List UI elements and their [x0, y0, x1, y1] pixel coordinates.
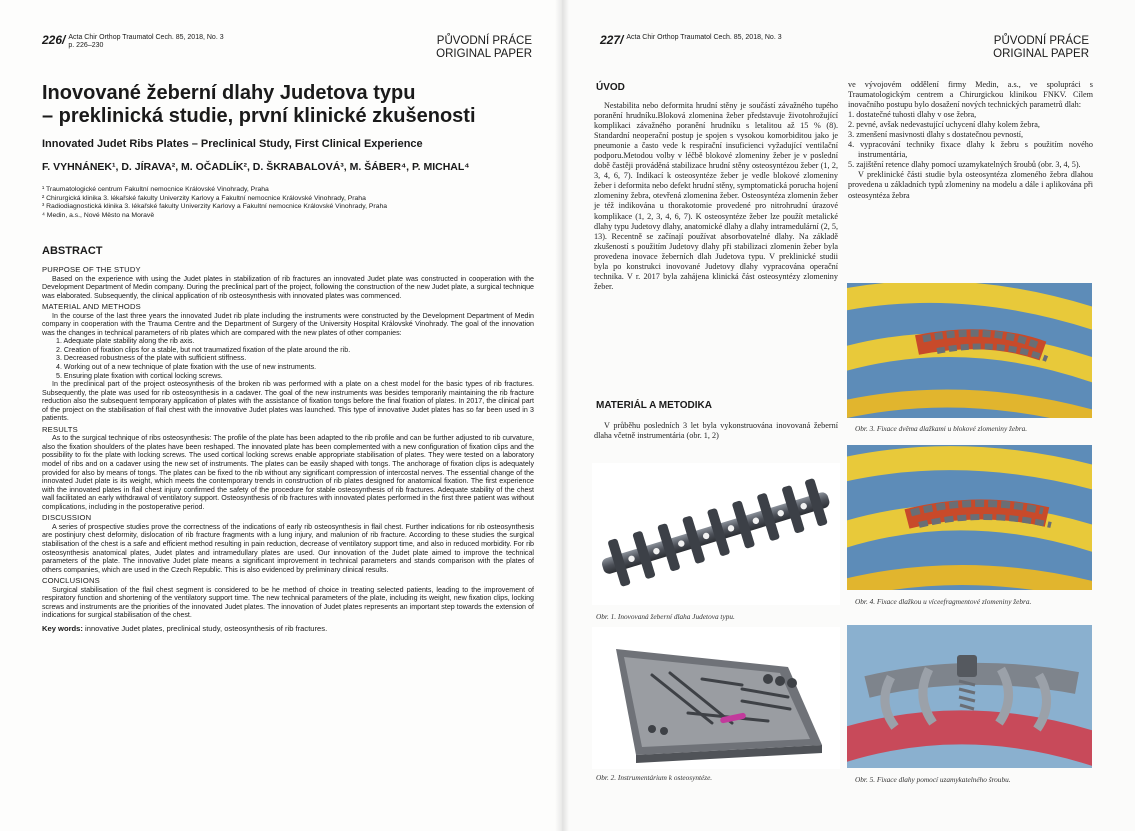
section-label: PŮVODNÍ PRÁCE ORIGINAL PAPER: [436, 35, 532, 60]
figure-2-caption: Obr. 2. Instrumentárium k osteosyntéze.: [596, 773, 713, 782]
figure-4-rib-model: [847, 445, 1092, 590]
metodika-heading: MATERIÁL A METODIKA: [596, 400, 712, 411]
figure-3-caption: Obr. 3. Fixace dvěma dlažkami u blokové zlomeniny žebra.: [855, 424, 1028, 433]
rib-fixation-illustration: [847, 283, 1092, 418]
page-number: 227/: [600, 33, 624, 47]
book-gutter: [555, 0, 569, 831]
abstract-body: [42, 266, 534, 633]
figure-5-locking-screw: [847, 625, 1092, 768]
article-title: Inovované žeberní dlahy Judetova typu – preklinická studie, první klinické zkušenosti: [42, 82, 476, 127]
conclusions-heading: CONCLUSIONS: [42, 576, 100, 586]
journal-citation: Acta Chir Orthop Traumatol Cech. 85, 2018, No. 3 p. 226–230: [68, 34, 224, 49]
purpose-text: Based on the experience with using the Judet plates in stabilization of rib fractures an innovated Judet plate was constructed in cooperation with the Development Department of Medin company. During the preclinical part of the project, following the construction of the new Judet plate, a surgical technique was elaborated. Subsequently, the clinical application of rib osteosynthesis with innovated plates was commenced.: [42, 274, 534, 300]
methods-item: 2. Creation of fixation clips for a stable, but not traumatized fixation of the plate around the rib.: [56, 345, 351, 354]
plate-illustration: [592, 463, 840, 605]
methods-item: 4. Working out of a new technique of plate fixation with the use of new instruments.: [56, 363, 317, 372]
locking-screw-illustration: [847, 625, 1092, 768]
results-heading: RESULTS: [42, 424, 78, 434]
figure-1-caption: Obr. 1. Inovovaná žeberní dlaha Judetova typu.: [596, 612, 735, 621]
methods-item: 1. Adequate plate stability along the rib axis.: [56, 337, 195, 346]
page-number: 226/: [42, 33, 66, 47]
right-page: [562, 0, 1135, 831]
methods-heading: MATERIAL AND METHODS: [42, 302, 141, 312]
metodika-text: V průběhu posledních 3 let byla vykonstruována inovovaná žeberní dlaha včetně instrumentária (obr. 1, 2): [594, 421, 838, 441]
running-header-left: [42, 33, 224, 50]
section-label: PŮVODNÍ PRÁCE ORIGINAL PAPER: [993, 35, 1089, 60]
discussion-heading: DISCUSSION: [42, 513, 92, 523]
figure-1-plate: [592, 463, 840, 605]
instrument-tray-illustration: [592, 627, 840, 769]
journal-citation: Acta Chir Orthop Traumatol Cech. 85, 2018, No. 3: [626, 34, 782, 41]
methods-text-2: In the preclinical part of the project osteosynthesis of the broken rib was performed with a plate on a chest model for the basic types of rib fractures. Subsequently, the plate was used for rib osteosynthesis in a cadaver. The goal of the new instruments was besides temporarily maintaining the rib fracture reduction also the subsequent temporary application of plates with the assistance of fixation tongs before the final fixation of plates. In 2017, the clinical part of the project on the stabilisation of flail chest with the innovative Judet plates was launched. This type of innovative Judet plates has so far been used in 3 patients.: [42, 380, 534, 423]
methods-item: 3. Decreased robustness of the plate with sufficient stiffness.: [56, 354, 247, 363]
uvod-heading: ÚVOD: [596, 82, 625, 93]
figure-3-rib-model: [847, 283, 1092, 418]
abstract-heading: ABSTRACT: [42, 245, 103, 257]
affiliations: ¹ Traumatologické centrum Fakultní nemocnice Královské Vinohrady, Praha ² Chirurgická klinika 3. lékařské fakulty Univerzity Karlovy a Fakultní nemocnice Královské Vinohrady, Praha ³ Radiodiagnostická klinika 3. lékařské fakulty Univerzity Karlovy a Fakultní nemocnice Královské Vinohrady, Praha ⁴ Medin, a.s., Nové Město na Moravě: [42, 186, 388, 219]
figure-4-caption: Obr. 4. Fixace dlažkou u víceefragmentové zlomeniny žebra.: [855, 597, 1032, 606]
purpose-heading: PURPOSE OF THE STUDY: [42, 265, 141, 274]
figure-5-caption: Obr. 5. Fixace dlahy pomocí uzamykatelného šroubu.: [855, 775, 1011, 784]
left-page: [0, 0, 562, 831]
results-text: As to the surgical technique of ribs osteosynthesis: The profile of the plate has been adapted to the rib profile and can be further adjusted to rib curvature, also the fixation shoulders of the plates have been reshaped. The innovated plate has been complemented with a new configuration of fixation clips and the possibility to fix the plate with locking screws. The used cortical locking screws enable appropriate stabilisation of plates. They were tested on a laboratory model of ribs and on a cadaver using the new set of instruments. The plates can be easily shaped with tongs. The anchorage of fixation clips is adequately provided for also by means of tongs. The plates can be fixed to the rib without any significant compression of intercostal nerves. The essential change of the innovated Judet plate is its weight, which meets the contemporary trends in construction of rib plates designed for anatomical fixation. The first experience with the innovated plates in flail chest injury confirmed the safety of the procedure for stable osteosynthesis of rib fractures. Adequate stability of the chest wall facilitated an early withdrawal of ventilatory support. Osteosynthesis of rib fractures with innovated plates performed in the first three patient was without complications, including in the postoperative period.: [42, 434, 534, 511]
uvod-text: Nestabilita nebo deformita hrudní stěny je součástí závažného tupého poranění hrudníku.Bloková zlomenina žeber představuje životohrožující komplikaci závažného poranění hrudníku s letalitou až 15 % (8). Standardní neoperační postup je spojen s vysokou komorbiditou jako je pneumonie a často vede k respirační insuficienci vyžadující ventilační podporu.Metodou volby v léčbě blokové zlomeniny žeber je v poslední době častěji prováděná stabilizace hrudní stěny osteosyntézou žeber (1, 2, 3, 4, 6, 7). Indikací k osteosyntéze žeber je vedle blokové zlomeniny žeber i deformita nebo defekt hrudní stěny, symptomatická porucha hojení zlomeniny žebra, otevřená zlomenina žeber. Osteosyntéza zlomenin žeber je též indikována u thorakotomie provedené pro nitrohrudní úrazové komplikace (1, 2, 3, 4, 6, 7). K osteosyntéze žeber lze použít metalické dlahy typu Judetovy dlahy, anatomické dlahy a dlahy intramedulární (2, 5, 13). Recentně se začínají používat absorbovatelné dlahy. Na základě zkušeností s použitím Judetovy dlahy při stabilizaci zlomenin žeber byla provedena inovace žeberních dlah Judetova typu. V preklinické studii byla po konstrukci inovované Judetovy dlahy vypracována operační technika. V r. 2017 byla zahájena klinická část osteosyntézy zlomeniny žeber.: [594, 101, 838, 291]
discussion-text: A series of prospective studies prove the correctness of the indications of early rib osteosynthesis in flail chest. Further indications for rib osteosynthesis are postinjury chest deformity, dislocation of rib fracture fragments with a lung injury, and malunion of rib fracture. According to these studies the surgical stabilisation of the chest is a safe and efficient method resulting in pain reduction, decrease of ventilatory support time, and also in reduced morbidity. For rib osteosynthesis anatomical plates, Judet plates and intramedullary plates are used. Our innovation of the Judet plate aimed to improve the technical parameters of the plate. The innovative Judet plate means a significant improvement in technical parameters and stands comparison with the plates of others companies, which are used in the Czech Republic. This is also evidenced by preliminary clinical results.: [42, 522, 534, 574]
running-header-right: [600, 33, 782, 47]
article-subtitle: Innovated Judet Ribs Plates – Preclinical Study, First Clinical Experience: [42, 138, 423, 150]
keywords: Key words: innovative Judet plates, preclinical study, osteosynthesis of rib fractures.: [42, 623, 328, 633]
conclusions-text: Surgical stabilisation of the flail chest segment is considered to be he method of choice in treating selected patients, leading to the improvement of respiratory function and shortening of the ventilatory support time. The new technical parameters of the plate, including its weight, new fixation clips, locking screws and instruments are the priorities of the innovated Judet plates. The innovation of Judet plates represents an important step towards the extension of indications for surgical stabilisation of the chest.: [42, 585, 534, 620]
figure-2-instruments: [592, 627, 840, 769]
rib-fixation-illustration: [847, 445, 1092, 590]
methods-text: In the course of the last three years the innovated Judet rib plate including the instruments were constructed by the Development Department of Medin company in cooperation with the Trauma Centre and the Department of Surgery of the University Hospital Královské Vinohrady. The goal of the innovation was the changes in technical parameters of rib plates which are compared with the new plates of other companies:: [42, 311, 534, 337]
column-2-text: ve vývojovém oddělení firmy Medin, a.s., ve spolupráci s Traumatologickým centrem a Chirurgickou klinikou FNKV. Cílem inovačního postupu bylo dosažení nových technických parametrů dlah: 1. dostatečné tuhosti dlahy v ose žebra, 2. pevné, avšak nedevastující uchycení dlahy kolem žebra, 3. zmenšení masivnosti dlahy s dostatečnou pevností, 4. vypracování techniky fixace dlahy k žebru s použitím nového instrumentária, 5. zajištění retence dlahy pomocí uzamykatelných šroubů (obr. 3, 4, 5). V preklinické části studie byla osteosyntéza zlomeného žebra dlahou provedena u základních typů zlomeniny na modelu a dále i aplikována při osteosyntéza žebra: [848, 80, 1093, 200]
methods-item: 5. Ensuring plate fixation with cortical locking screws.: [56, 371, 223, 380]
authors: F. VYHNÁNEK¹, D. JÍRAVA², M. OČADLÍK², D. ŠKRABALOVÁ³, M. ŠÁBER⁴, P. MICHAL⁴: [42, 161, 470, 173]
